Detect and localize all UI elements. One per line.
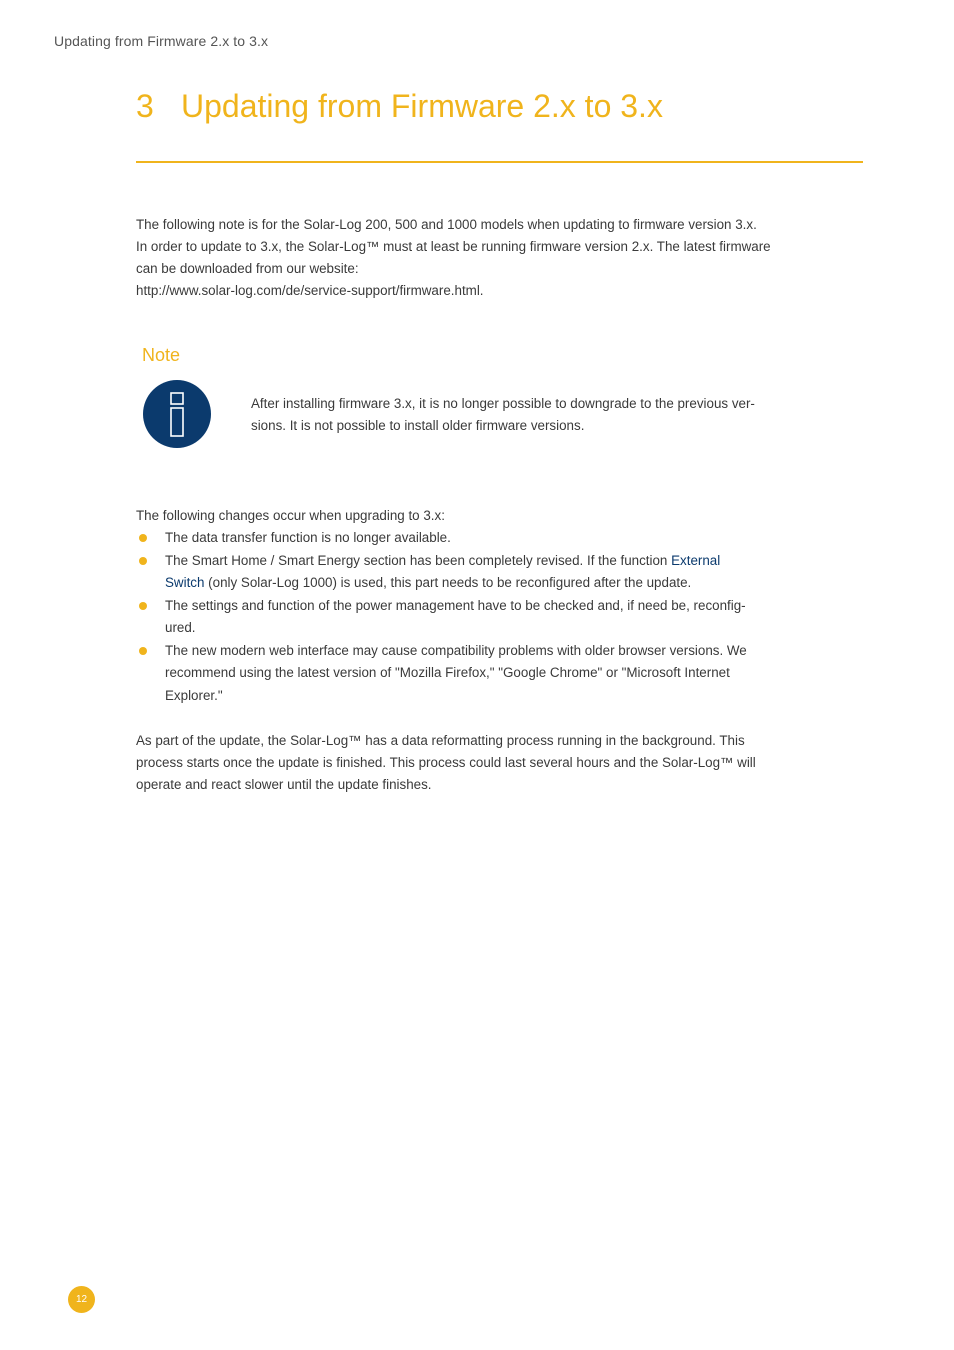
list-item-text: Explorer." (165, 687, 223, 703)
list-item (136, 640, 863, 708)
list-item (136, 595, 863, 640)
external-switch-link-cont[interactable]: Switch (165, 575, 205, 590)
chapter-title-text: Updating from Firmware 2.x to 3.x (181, 88, 663, 124)
list-item-text: recommend using the latest version of "Mozilla Firefox," "Google Chrome" or "Microsoft Internet (165, 665, 730, 680)
list-item-text: The settings and function of the power management have to be checked and, if need be, reconfig- (165, 597, 746, 613)
intro-paragraph (136, 214, 863, 302)
note-heading: Note (142, 345, 181, 365)
intro-line-2: In order to update to 3.x, the Solar-Log™ must at least be running firmware version 2.x. The latest firmware (136, 239, 771, 254)
note-line-1: After installing firmware 3.x, it is no longer possible to downgrade to the previous ver- (251, 396, 755, 411)
list-item (136, 550, 863, 595)
changes-list (136, 527, 863, 707)
bullet-dot-icon (139, 557, 147, 565)
list-item-text: ured. (165, 620, 196, 635)
list-item-text: (only Solar-Log 1000) is used, this part needs to be reconfigured after the update. (204, 575, 692, 590)
info-icon (143, 380, 211, 448)
external-switch-link[interactable]: External (671, 552, 721, 568)
running-header: Updating from Firmware 2.x to 3.x (54, 33, 269, 49)
list-item-text: The Smart Home / Smart Energy section has been completely revised. If the function (165, 552, 672, 568)
firmware-url: http://www.solar-log.com/de/service-support/firmware.html. (136, 283, 484, 298)
closing-line-3: operate and react slower until the update finishes. (136, 777, 432, 792)
list-item-text: The data transfer function is no longer available. (165, 530, 451, 545)
page-number-badge: 12 (68, 1286, 95, 1313)
chapter-title (136, 88, 663, 125)
closing-line-1: As part of the update, the Solar-Log™ has a data reformatting process running in the background. This (136, 733, 745, 748)
intro-line-3: can be downloaded from our website: (136, 261, 359, 276)
bullet-dot-icon (139, 602, 147, 610)
note-text (251, 393, 851, 437)
chapter-number: 3 (136, 88, 154, 124)
note-line-2: sions. It is not possible to install older firmware versions. (251, 418, 585, 433)
closing-paragraph (136, 730, 863, 796)
list-item (136, 527, 863, 550)
title-divider (136, 161, 863, 163)
list-item-text: The new modern web interface may cause compatibility problems with older browser versions. We (165, 642, 747, 658)
intro-line-1: The following note is for the Solar-Log 200, 500 and 1000 models when updating to firmware version 3.x. (136, 217, 757, 232)
closing-line-2: process starts once the update is finished. This process could last several hours and the Solar-Log™ will (136, 755, 756, 770)
bullet-dot-icon (139, 647, 147, 655)
changes-intro: The following changes occur when upgrading to 3.x: (136, 508, 445, 523)
bullet-dot-icon (139, 534, 147, 542)
